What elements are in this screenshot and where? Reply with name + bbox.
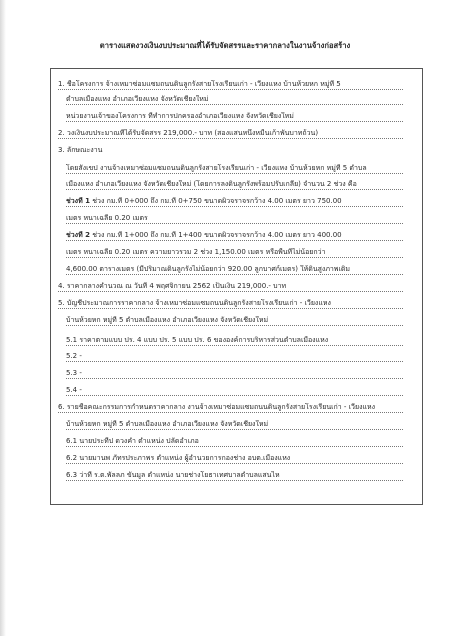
price-estimate-line: 5. บัญชีประมาณการราคากลาง จ้างเหมาซ่อมแซมถนนดินลูกรังสายโรงเรียนเก่า - เวียงแหง xyxy=(58,299,403,309)
scan-edge-shadow xyxy=(0,0,6,636)
item-5-3-line: 5.3 - xyxy=(66,369,403,379)
area-volume-line: 4,600.00 ตารางเมตร (มีปริมาณดินลูกรังไม่น้อยกว่า 920.00 ลูกบาศก์เมตร) ให้ดินสูงภาพเดิม xyxy=(66,265,403,275)
committee-member-1: 6.1 นายประทีป ดวงคำ ตำแหน่ง ปลัดอำเภอ xyxy=(66,437,403,447)
item-5-4-line: 5.4 - xyxy=(66,386,403,396)
section-2-line xyxy=(66,231,403,241)
committee-member-2: 6.2 นายมานพ ภัทรประภาพร ตำแหน่ง ผู้อำนวยการกองช่าง อบต.เมืองแหง xyxy=(66,454,403,464)
document-title: ตารางแสดงวงเงินงบประมาณที่ได้รับจัดสรรและราคากลางในงานจ้างก่อสร้าง xyxy=(99,41,351,50)
reference-price-line: 4. ราคากลางคำนวณ ณ วันที่ 4 พฤศจิกายน 2562 เป็นเงิน 219,000.- บาท xyxy=(58,282,403,292)
item-5-2-line: 5.2 - xyxy=(66,352,403,362)
total-length-line: เมตร หนาเฉลี่ย 0.20 เมตร ความยาวรวม 2 ช่วง 1,150.00 เมตร หรือพื้นที่ไม่น้อยกว่า xyxy=(66,248,403,258)
committee-location-line: บ้านห้วยหก หมู่ที่ 5 ตำบลเมืองแหง อำเภอเวียงแหง จังหวัดเชียงใหม่ xyxy=(66,420,403,430)
work-summary-line-2: เมืองแหง อำเภอเวียงแหง จังหวัดเชียงใหม่ (โดยการลงดินลูกรังพร้อมปรับเกลี่ย) จำนวน 2 ช่วง คือ xyxy=(66,180,403,190)
item-5-1-line: 5.1 ราคาตามแบบ ปร. 4 แบบ ปร. 5 แบบ ปร. 6 ขององค์การบริหารส่วนตำบลเมืองแหง xyxy=(66,336,403,346)
section-1-detail: ช่วง กม.ที่ 0+000 ถึง กม.ที่ 0+750 ขนาดผิวจราจรกว้าง 4.00 เมตร ยาว 750.00 xyxy=(90,197,342,205)
project-owner-line: หน่วยงานเจ้าของโครงการ ที่ทำการปกครองอำเภอเวียงแหง จังหวัดเชียงใหม่ xyxy=(66,112,403,122)
work-type-heading: 3. ลักษณะงาน xyxy=(58,146,103,154)
section-1-label: ช่วงที่ 1 xyxy=(66,197,91,205)
committee-member-3: 6.3 ว่าที่ ร.ต.พัลลภ ขันมูล ตำแหน่ง นายช่างโยธาเทศบาลตำบลแสนไห xyxy=(66,471,403,481)
budget-line: 2. วงเงินงบประมาณที่ได้รับจัดสรร 219,000.- บาท (สองแสนหนึ่งหมื่นเก้าพันบาทถ้วน) xyxy=(58,129,403,139)
section-1-thickness-line: เมตร หนาเฉลี่ย 0.20 เมตร xyxy=(66,214,403,224)
price-estimate-location-line: บ้านห้วยหก หมู่ที่ 5 ตำบลเมืองแหง อำเภอเวียงแหง จังหวัดเชียงใหม่ xyxy=(66,316,403,326)
section-2-detail: ช่วง กม.ที่ 1+000 ถึง กม.ที่ 1+400 ขนาดผิวจราจรกว้าง 4.00 เมตร ยาว 400.00 xyxy=(90,231,342,239)
section-2-label: ช่วงที่ 2 xyxy=(66,231,91,239)
project-location-line: ตำบลเมืองแหง อำเภอเวียงแหง จังหวัดเชียงใหม่ xyxy=(66,95,403,105)
section-1-line xyxy=(66,197,403,207)
project-name-line: 1. ชื่อโครงการ จ้างเหมาซ่อมแซมถนนดินลูกรังสายโรงเรียนเก่า - เวียงแหง บ้านห้วยหก หมู่ที่ 5 xyxy=(58,80,403,90)
committee-heading-line: 6. รายชื่อคณะกรรมการกำหนดราคากลาง งานจ้างเหมาซ่อมแซมถนนดินลูกรังสายโรงเรียนเก่า - เวียงแหง xyxy=(58,403,403,413)
work-summary-line-1: โดยสังเขป งานจ้างเหมาซ่อมแซมถนนดินลูกรังสายโรงเรียนเก่า - เวียงแหง บ้านห้วยหก หมู่ที่ 5 ตำบล xyxy=(66,164,403,174)
